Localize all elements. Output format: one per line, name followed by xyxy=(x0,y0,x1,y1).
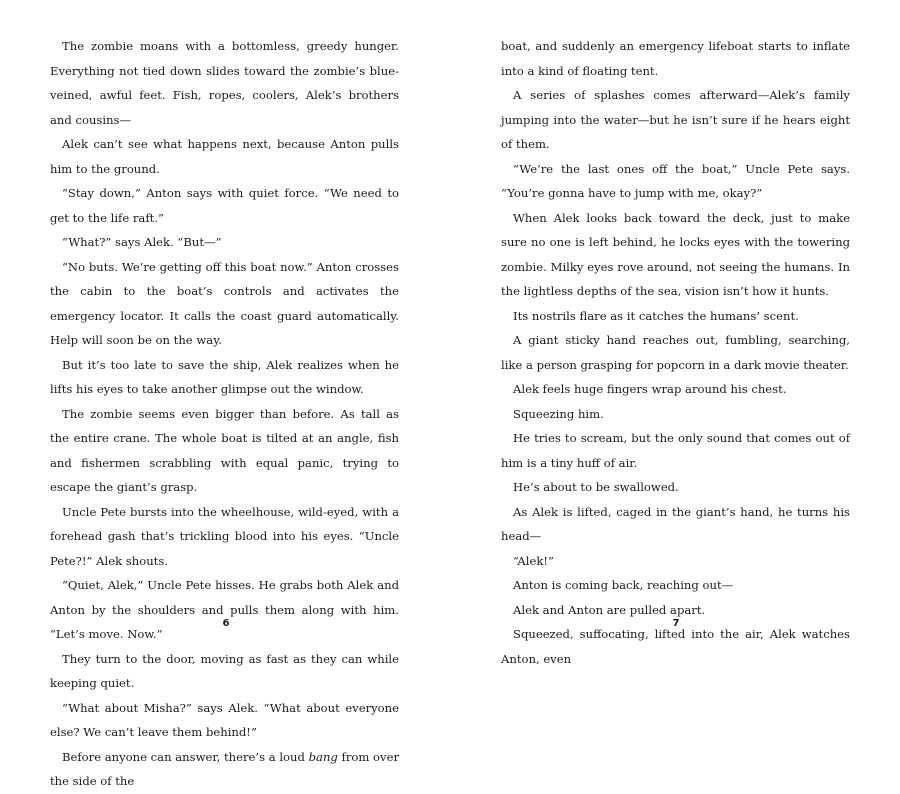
paragraph: “Alek!” xyxy=(513,553,554,568)
paragraph: But it’s too late to save the ship, Alek realizes when he lifts his eyes to take another glimpse out the window. xyxy=(50,357,399,396)
page-number: 7 xyxy=(672,618,680,629)
text-run: from over the side of the xyxy=(50,749,399,788)
right-page xyxy=(450,0,900,666)
left-page-text xyxy=(50,34,399,794)
text-run: Before anyone can answer, there’s a loud xyxy=(62,749,309,764)
paragraph: The zombie seems even bigger than before. As tall as the entire crane. The whole boat is tilted at an angle, fish and fishermen scrabbling with equal panic, trying to escape the giant’s grasp. xyxy=(50,406,399,494)
emphasis-text: bang xyxy=(308,749,338,764)
paragraph: He tries to scream, but the only sound that comes out of him is a tiny huff of air. xyxy=(501,431,850,470)
paragraph: Its nostrils flare as it catches the humans’ scent. xyxy=(513,308,799,323)
paragraph: The zombie moans with a bottomless, greedy hunger. Everything not tied down slides toward the zombie’s blue-veined, awful feet. Fish, ropes, coolers, Alek’s brothers and cousins— xyxy=(50,39,399,127)
paragraph: Alek feels huge fingers wrap around his chest. xyxy=(513,382,787,396)
paragraph: He’s about to be swallowed. xyxy=(513,480,679,494)
paragraph: Anton is coming back, reaching out— xyxy=(513,578,734,592)
right-page-text xyxy=(501,34,850,671)
paragraph: A giant sticky hand reaches out, fumbling, searching, like a person grasping for popcorn in a dark movie theater. xyxy=(501,333,850,372)
paragraph: Alek can’t see what happens next, because Anton pulls him to the ground. xyxy=(50,137,399,176)
paragraph: “No buts. We’re getting off this boat now.” Anton crosses the cabin to the boat’s controls and activates the emergency locator. It calls the coast guard automatically. Help will soon be on the way. xyxy=(50,259,399,347)
paragraph: “What about Misha?” says Alek. “What about everyone else? We can’t leave them behind!” xyxy=(50,700,399,739)
paragraph-continuation: boat, and suddenly an emergency lifeboat starts to inflate into a kind of floating tent. xyxy=(501,39,850,78)
paragraph: “What?” says Alek. “But—” xyxy=(62,235,222,249)
paragraph: “Quiet, Alek,” Uncle Pete hisses. He grabs both Alek and Anton by the shoulders and pulls them along with him. “Let’s move. Now.” xyxy=(50,578,399,641)
page-number: 6 xyxy=(222,618,230,629)
left-page xyxy=(0,0,450,788)
paragraph: Squeezing him. xyxy=(513,406,604,421)
paragraph: A series of splashes comes afterward—Alek’s family jumping into the water—but he isn’t sure if he hears eight of them. xyxy=(501,88,850,151)
paragraph: Uncle Pete bursts into the wheelhouse, wild-eyed, with a forehead gash that’s trickling blood into his eyes. “Uncle Pete?!” Alek shouts. xyxy=(50,504,399,568)
paragraph: “We’re the last ones off the boat,” Uncle Pete says. “You’re gonna have to jump with me, okay?” xyxy=(501,161,850,200)
paragraph: As Alek is lifted, caged in the giant’s hand, he turns his head— xyxy=(501,504,850,543)
paragraph: They turn to the door, moving as fast as they can while keeping quiet. xyxy=(50,651,399,690)
paragraph: When Alek looks back toward the deck, just to make sure no one is left behind, he locks eyes with the towering zombie. Milky eyes rove around, not seeing the humans. In the lightless depths of the sea, vision isn’t how it hunts. xyxy=(501,210,850,298)
paragraph-last xyxy=(50,745,399,794)
paragraph: Squeezed, suffocating, lifted into the air, Alek watches Anton, even xyxy=(501,627,850,666)
paragraph: “Stay down,” Anton says with quiet force. “We need to get to the life raft.” xyxy=(50,186,399,225)
paragraph: Alek and Anton are pulled apart. xyxy=(513,602,706,617)
